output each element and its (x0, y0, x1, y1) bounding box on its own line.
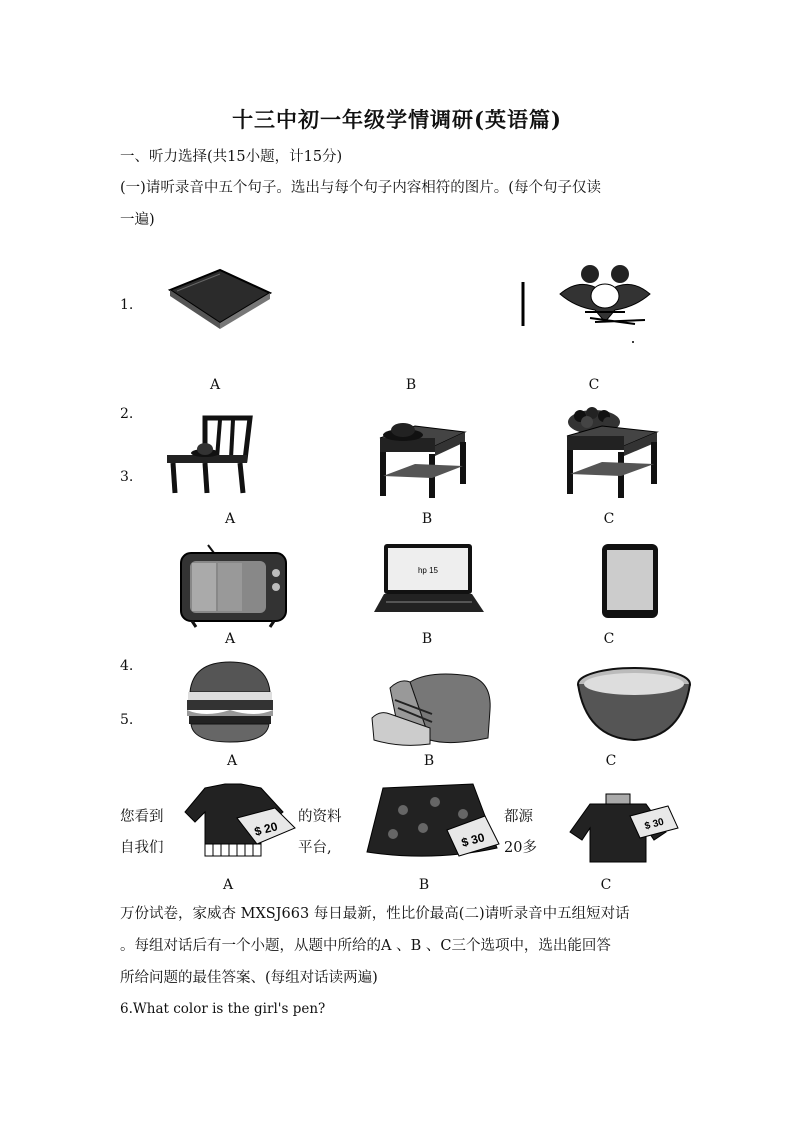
skirt-image (363, 782, 503, 862)
part2-line-1: 万份试卷，家威杏 MXSJ663 每日最新，性比价最高(二)请听录音中五组短对话 (120, 906, 630, 922)
table-with-fruit-image (562, 408, 660, 500)
price-tag-text: $ 20 (252, 819, 280, 839)
overlay-text-right-2: 20多 (504, 840, 537, 856)
table-with-hat-image (375, 418, 470, 500)
question-number-4: 4. (120, 658, 134, 674)
option-c-label: C (600, 877, 612, 893)
tablet-image (600, 542, 660, 620)
price-tag-text: $ 30 (459, 830, 487, 850)
page-title: 十三中初一年级学情调研(英语篇) (232, 107, 562, 132)
option-a-label: A (222, 877, 234, 893)
tv-image (178, 545, 290, 627)
kite-image (555, 262, 655, 347)
instruction-line-2: 一遍) (120, 212, 155, 228)
chair-image (165, 415, 255, 495)
question-number-5: 5. (120, 712, 134, 728)
option-b-label: B (405, 377, 417, 393)
question-number-2: 2. (120, 406, 134, 422)
overlay-text-mid-2: 平台, (298, 840, 332, 856)
bowl-image (576, 666, 692, 744)
hamburger-image (185, 660, 275, 744)
price-tag-text: $ 30 (643, 816, 666, 833)
option-b-label: B (423, 753, 435, 769)
bread-image (370, 670, 494, 748)
overlay-text-right-1: 都源 (504, 809, 533, 825)
option-b-label: B (421, 511, 433, 527)
jacket-image (568, 792, 680, 864)
laptop-image (372, 542, 486, 614)
part2-line-2: 。每组对话后有一个小题，从题中所给的A 、B 、C三个选项中，选出能回答 (120, 938, 611, 954)
overlay-text-left-1: 您看到 (120, 809, 164, 825)
option-a-label: A (224, 511, 236, 527)
sweater-image (183, 782, 298, 862)
question-number-3: 3. (120, 469, 134, 485)
option-b-label: B (421, 631, 433, 647)
option-c-label: C (605, 753, 617, 769)
option-c-label: C (603, 511, 615, 527)
question-6: 6.What color is the girl's pen? (120, 1001, 326, 1017)
option-a-label: A (209, 377, 221, 393)
instruction-line-1: (一)请听录音中五个句子。选出与每个句子内容相符的图片。(每个句子仅读 (120, 180, 601, 196)
question-number-1: 1. (120, 297, 134, 313)
part2-line-3: 所给问题的最佳答案、(每组对话读两遍) (120, 970, 378, 986)
option-a-label: A (224, 631, 236, 647)
laptop-brand-text: hp 15 (417, 566, 439, 575)
option-b-label: B (418, 877, 430, 893)
option-a-label: A (226, 753, 238, 769)
book-image (165, 265, 275, 335)
overlay-text-mid-1: 的资料 (298, 809, 342, 825)
section-heading: 一、听力选择(共15小题，计15分) (120, 149, 343, 165)
option-c-label: C (603, 631, 615, 647)
stroke-mark-image (520, 280, 526, 328)
overlay-text-left-2: 自我们 (120, 840, 164, 856)
option-c-label: C (588, 377, 600, 393)
